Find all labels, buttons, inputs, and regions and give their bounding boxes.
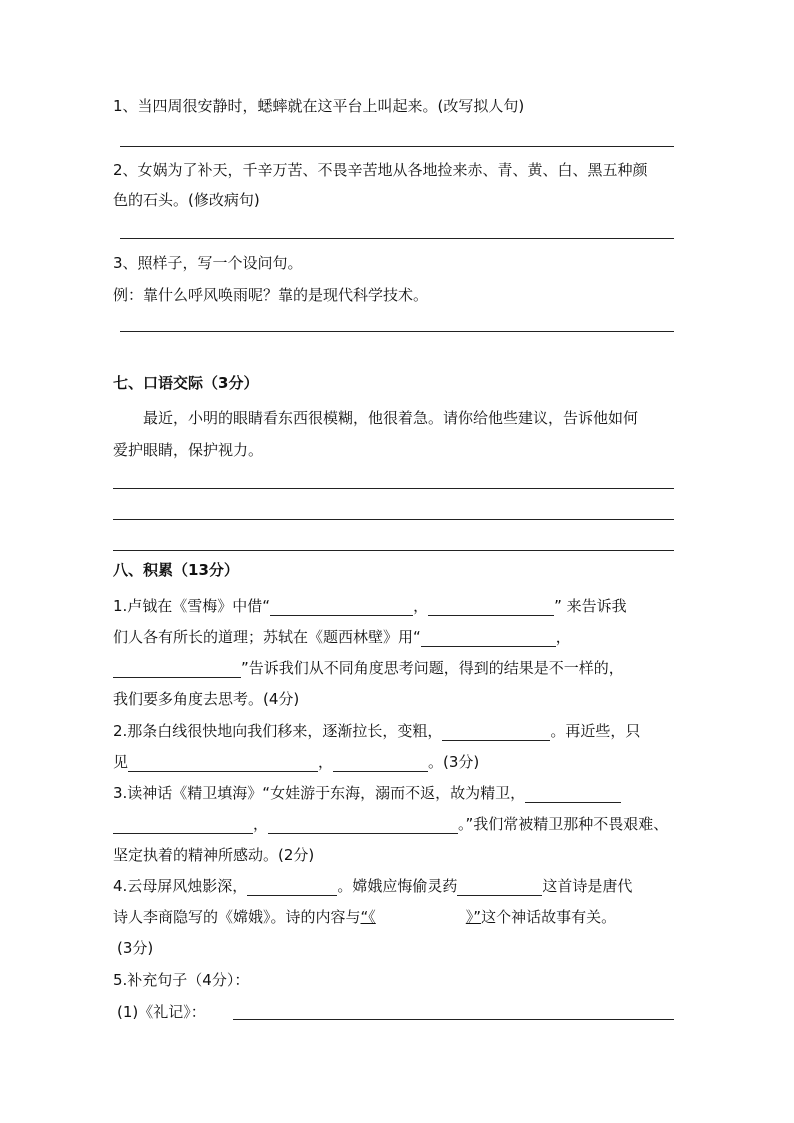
item-4-text: “《 xyxy=(360,908,376,926)
item-2-text: 2.那条白线很快地向我们移来，逐渐拉长，变粗， xyxy=(113,722,443,740)
item-3-line-1 xyxy=(113,783,621,803)
answer-line[interactable] xyxy=(113,550,674,551)
item-4-text: 。嫦娥应悔偷灵药 xyxy=(337,877,458,895)
question-2-line-1: 2、女娲为了补天，千辛万苦、不畏辛苦地从各地捡来赤、青、黄、白、黑五种颜 xyxy=(113,161,648,179)
item-1-text: ” 来告诉我 xyxy=(554,597,627,615)
item-2-line-1 xyxy=(113,721,640,741)
item-3-text: 3.读神话《精卫填海》“女娃游于东海，溺而不返，故为精卫， xyxy=(113,784,526,802)
answer-line[interactable] xyxy=(233,1019,674,1020)
fill-blank[interactable] xyxy=(270,599,413,616)
fill-blank[interactable] xyxy=(457,879,542,896)
item-3-text: ， xyxy=(253,815,269,833)
item-4-text: 这首诗是唐代 xyxy=(542,877,633,895)
section-7-prompt-line-2: 爱护眼睛，保护视力。 xyxy=(113,441,264,459)
fill-blank[interactable] xyxy=(525,786,621,803)
section-8-heading: 八、积累（13分） xyxy=(113,561,239,579)
item-4-text: 诗人李商隐写的《嫦娥》。诗的内容与 xyxy=(113,908,361,926)
item-2-text: 。(3分) xyxy=(428,753,480,771)
item-1-line-3 xyxy=(113,658,624,678)
item-4-line-3: (3分) xyxy=(117,939,154,957)
item-4-text: 》” xyxy=(465,908,482,926)
answer-line[interactable] xyxy=(113,519,674,520)
answer-line[interactable] xyxy=(120,146,674,147)
question-3-line-1: 3、照样子，写一个设问句。 xyxy=(113,254,303,272)
item-4-text: 这个神话故事有关。 xyxy=(481,908,617,926)
item-2-line-2 xyxy=(113,752,479,772)
fill-blank[interactable] xyxy=(113,817,253,834)
item-3-text: 。”我们常被精卫那种不畏艰难、 xyxy=(458,815,669,833)
item-1-line-2 xyxy=(113,627,571,647)
question-1: 1、当四周很安静时，蟋蟀就在这平台上叫起来。(改写拟人句) xyxy=(113,97,525,115)
fill-blank[interactable] xyxy=(113,661,241,678)
item-2-text: 。再近些，只 xyxy=(550,722,641,740)
fill-blank[interactable] xyxy=(428,599,554,616)
item-4-line-1 xyxy=(113,876,632,896)
fill-blank[interactable] xyxy=(128,755,318,772)
fill-blank[interactable] xyxy=(421,630,556,647)
item-5-line-2: (1)《礼记》： xyxy=(117,1003,206,1021)
item-4-line-2 xyxy=(113,907,616,927)
fill-blank[interactable] xyxy=(247,879,337,896)
item-5-line-1: 5.补充句子（4分）： xyxy=(113,971,250,989)
item-1-line-1 xyxy=(113,596,627,616)
question-3-example: 例：靠什么呼风唤雨呢？靠的是现代科学技术。 xyxy=(113,286,429,304)
answer-line[interactable] xyxy=(120,331,674,332)
fill-blank[interactable] xyxy=(268,817,458,834)
answer-line[interactable] xyxy=(113,488,674,489)
item-2-text: 见 xyxy=(113,753,129,771)
item-1-text: 们人各有所长的道理；苏轼在《题西林壁》用“ xyxy=(113,628,421,646)
item-2-text: ， xyxy=(318,753,334,771)
item-1-text: ”告诉我们从不同角度思考问题，得到的结果是不一样的， xyxy=(241,659,624,677)
item-3-line-2 xyxy=(113,814,668,834)
item-3-line-3: 坚定执着的精神所感动。(2分) xyxy=(113,846,315,864)
section-7-prompt-line-1: 最近，小明的眼睛看东西很模糊，他很着急。请你给他些建议，告诉他如何 xyxy=(143,409,639,427)
fill-blank[interactable] xyxy=(442,724,550,741)
item-1-text: ， xyxy=(413,597,429,615)
fill-blank[interactable] xyxy=(376,907,466,927)
answer-line[interactable] xyxy=(120,238,674,239)
item-1-text: ， xyxy=(555,628,571,646)
fill-blank[interactable] xyxy=(333,755,428,772)
question-2-line-2: 色的石头。(修改病句) xyxy=(113,191,260,209)
section-7-heading: 七、口语交际（3分） xyxy=(113,374,259,392)
item-1-text: 1.卢钺在《雪梅》中借“ xyxy=(113,597,271,615)
item-1-line-4: 我们要多角度去思考。(4分) xyxy=(113,690,300,708)
myth-title-blank[interactable] xyxy=(361,908,482,926)
item-4-text: 4.云母屏风烛影深， xyxy=(113,877,248,895)
